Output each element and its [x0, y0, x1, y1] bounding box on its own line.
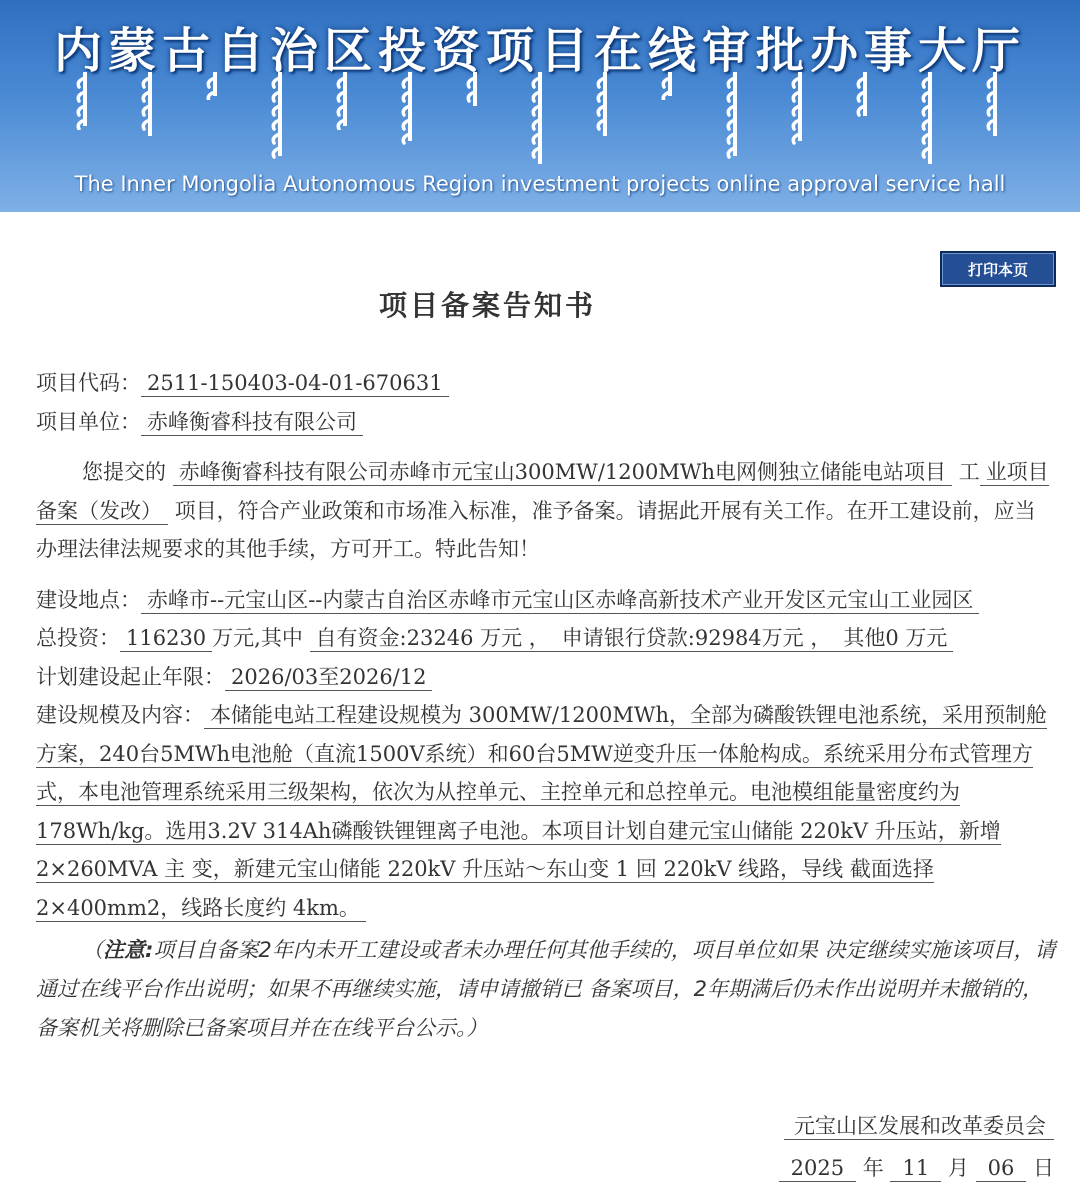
project-unit-row	[36, 403, 1056, 442]
signer-org: 元宝山区发展和改革委员会	[784, 1114, 1054, 1140]
location-label: 建设地点：	[36, 587, 141, 612]
investment-other: 其他0 万元	[837, 626, 953, 652]
date-month: 11	[890, 1156, 941, 1182]
project-code-value: 2511-150403-04-01-670631	[141, 371, 449, 397]
mongolian-script-icon	[70, 70, 1010, 168]
intro-project-name: 赤峰衡睿科技有限公司赤峰市元宝山300MW/1200MWh电网侧独立储能电站项目	[173, 460, 952, 486]
intro-paragraph	[36, 453, 1056, 569]
mongolian-glyph-icon	[590, 70, 620, 140]
project-code-label: 项目代码：	[36, 371, 141, 395]
period-label: 计划建设起止年限：	[36, 664, 225, 689]
mongolian-glyph-icon	[70, 70, 100, 130]
scale-row	[36, 696, 1056, 927]
project-unit-value: 赤峰衡睿科技有限公司	[141, 410, 363, 436]
mongolian-glyph-icon	[720, 70, 750, 160]
banner-subtitle: The Inner Mongolia Autonomous Region investment projects online approval service hall	[74, 172, 1006, 196]
mongolian-glyph-icon	[200, 70, 230, 100]
location-row	[36, 581, 1056, 620]
date-month-label: 月	[947, 1156, 969, 1180]
notice-paragraph	[36, 931, 1056, 1048]
mongolian-glyph-icon	[655, 70, 685, 100]
scale-value: 本储能电站工程建设规模为 300MW/1200MWh，全部为磷酸铁锂电池系统，采用预制舱方案，240台5MWh电池舱（直流1500V系统）和60台5MW逆变升压一体舱构成。系统采用分布式管理方式，本电池管理系统采用三级架构，依次为从控单元、主控单元和总控单元。电池模组能量密度约为178Wh/kg。选用3.2V 314Ah磷酸铁锂锂离子电池。本项目计划自建元宝山储能 220kV 升压站，新增 2×260MVA 主 变，新建元宝山储能 220kV 升压站～东山变 1 回 220kV 线路，导线 截面选择 2×400mm2，线路长度约 4km。	[36, 703, 1047, 920]
scale-label: 建设规模及内容：	[36, 703, 204, 727]
intro-suffix: 项目，符合产业政策和市场准入标准，准予备案。请据此开展有关工作。在开工建设前，应当办理法律法规要求的其他手续，方可开工。特此告知！	[36, 498, 1036, 561]
notice-text: 项目自备案2年内未开工建设或者未办理任何其他手续的，项目单位如果 决定继续实施该项目，请通过在线平台作出说明；如果不再继续实施，请申请撤销已 备案项目，2年期满后仍未作出说明并未撤销的，备案机关将删除已备案项目并在在线平台公示。）	[36, 938, 1056, 1040]
investment-label: 总投资：	[36, 626, 120, 650]
investment-loan: 申请银行贷款:92984万元 ，	[556, 626, 838, 652]
mongolian-glyph-icon	[460, 70, 490, 110]
signature-date	[779, 1148, 1054, 1188]
mongolian-glyph-icon	[915, 70, 945, 168]
investment-row	[36, 619, 1056, 658]
mongolian-glyph-icon	[850, 70, 880, 120]
location-value: 赤峰市--元宝山区--内蒙古自治区赤峰市元宝山区赤峰高新技术产业开发区元宝山工业园区	[141, 588, 979, 614]
period-value: 2026/03至2026/12	[225, 665, 432, 691]
mongolian-glyph-icon	[980, 70, 1010, 140]
intro-type: 业项目备案（发改）	[36, 460, 1049, 523]
print-button[interactable]: 打印本页	[940, 251, 1056, 287]
mongolian-glyph-icon	[525, 70, 555, 168]
signature-block	[779, 1106, 1054, 1188]
document-title: 项目备案告知书	[378, 289, 596, 322]
intro-prefix: 您提交的	[82, 460, 166, 484]
mongolian-glyph-icon	[330, 70, 360, 130]
date-day: 06	[976, 1156, 1027, 1182]
period-row	[36, 658, 1056, 697]
document-body	[36, 364, 1056, 1069]
investment-total: 116230	[120, 626, 212, 652]
mongolian-glyph-icon	[395, 70, 425, 145]
mongolian-glyph-icon	[135, 70, 165, 140]
project-unit-label: 项目单位：	[36, 409, 141, 434]
investment-unit: 万元,其中	[212, 626, 303, 650]
notice-open: （	[82, 938, 103, 962]
date-year-label: 年	[862, 1156, 884, 1180]
date-year: 2025	[779, 1156, 856, 1182]
notice-label: 注意:	[103, 938, 154, 962]
mongolian-glyph-icon	[265, 70, 295, 160]
header-banner	[0, 0, 1080, 212]
project-code-row	[36, 364, 1056, 403]
date-day-label: 日	[1033, 1156, 1054, 1180]
investment-own: 自有资金:23246 万元 ，	[310, 626, 556, 652]
mongolian-glyph-icon	[785, 70, 815, 145]
banner-title: 内蒙古自治区投资项目在线审批办事大厅	[53, 23, 1026, 79]
intro-type-a: 工	[958, 460, 980, 484]
